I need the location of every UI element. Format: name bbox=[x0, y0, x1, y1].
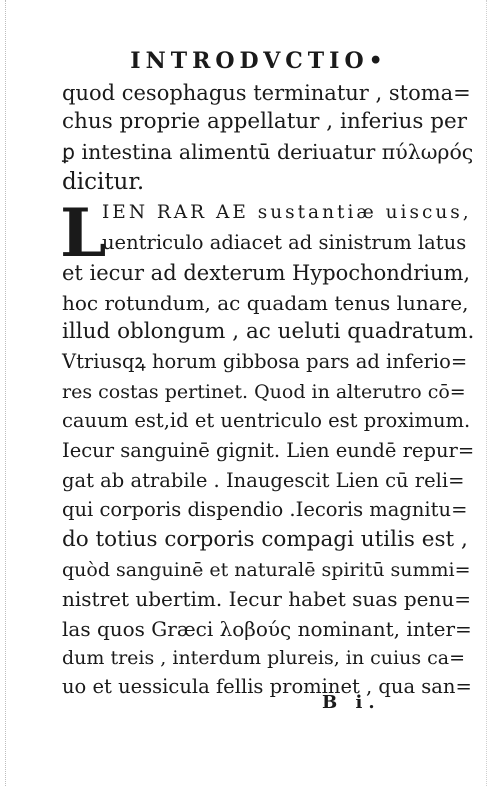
text-line-12: cauum est,id et uentriculo est proximum. bbox=[62, 409, 471, 432]
text-line-8: hoc rotundum, ac quadam tenus lunare, bbox=[62, 291, 469, 315]
drop-cap: L bbox=[60, 194, 107, 272]
text-line-20: dum treis , interdum plureis, in cuius ca= bbox=[62, 647, 466, 669]
text-line-7: et iecur ad dexterum Hypochondrium, bbox=[62, 261, 471, 285]
text-line-10: Vtriusqꝝ horum gibbosa pars ad inferio= bbox=[62, 350, 468, 373]
text-line-2: chus proprie appellatur , inferius per bbox=[62, 109, 468, 134]
text-line-16: do totius corporis compagi utilis est , bbox=[62, 527, 468, 552]
text-line-11: res costas pertinet. Quod in alterutro cō= bbox=[62, 381, 466, 403]
text-line-4: dicitur. bbox=[62, 169, 145, 195]
text-line-6: uentriculo adiacet ad sinistrum latus bbox=[102, 231, 467, 254]
text-line-19: las quos Græci λοβούς nominant, inter= bbox=[62, 617, 472, 641]
running-head: INTRODVCTIO• bbox=[130, 48, 388, 74]
signature-mark: B i. bbox=[322, 692, 381, 713]
text-line-17: quòd sanguinē et naturalē spiritū summi= bbox=[62, 559, 471, 581]
text-line-5: IEN RAR AE sustantiæ uiscus, bbox=[102, 202, 472, 223]
text-line-3: ꝑ intestina alimentū deriuatur πύλωρός bbox=[62, 140, 474, 164]
text-line-14: gat ab atrabile . Inaugescit Lien cū reli= bbox=[62, 469, 465, 492]
text-line-1: quod cesophagus terminatur , stoma= bbox=[62, 81, 471, 105]
text-line-9: illud oblongum , ac ueluti quadratum. bbox=[62, 319, 475, 344]
text-line-15: qui corporis dispendio .Iecoris magnitu= bbox=[62, 498, 468, 521]
page-edge-right bbox=[486, 0, 487, 786]
text-line-21: uo et uessicula fellis prominet , qua san= bbox=[62, 675, 472, 698]
page-edge-left bbox=[5, 0, 6, 786]
text-line-13: Iecur sanguinē gignit. Lien eundē repur= bbox=[62, 439, 475, 462]
text-line-18: nistret ubertim. Iecur habet suas penu= bbox=[62, 587, 471, 611]
